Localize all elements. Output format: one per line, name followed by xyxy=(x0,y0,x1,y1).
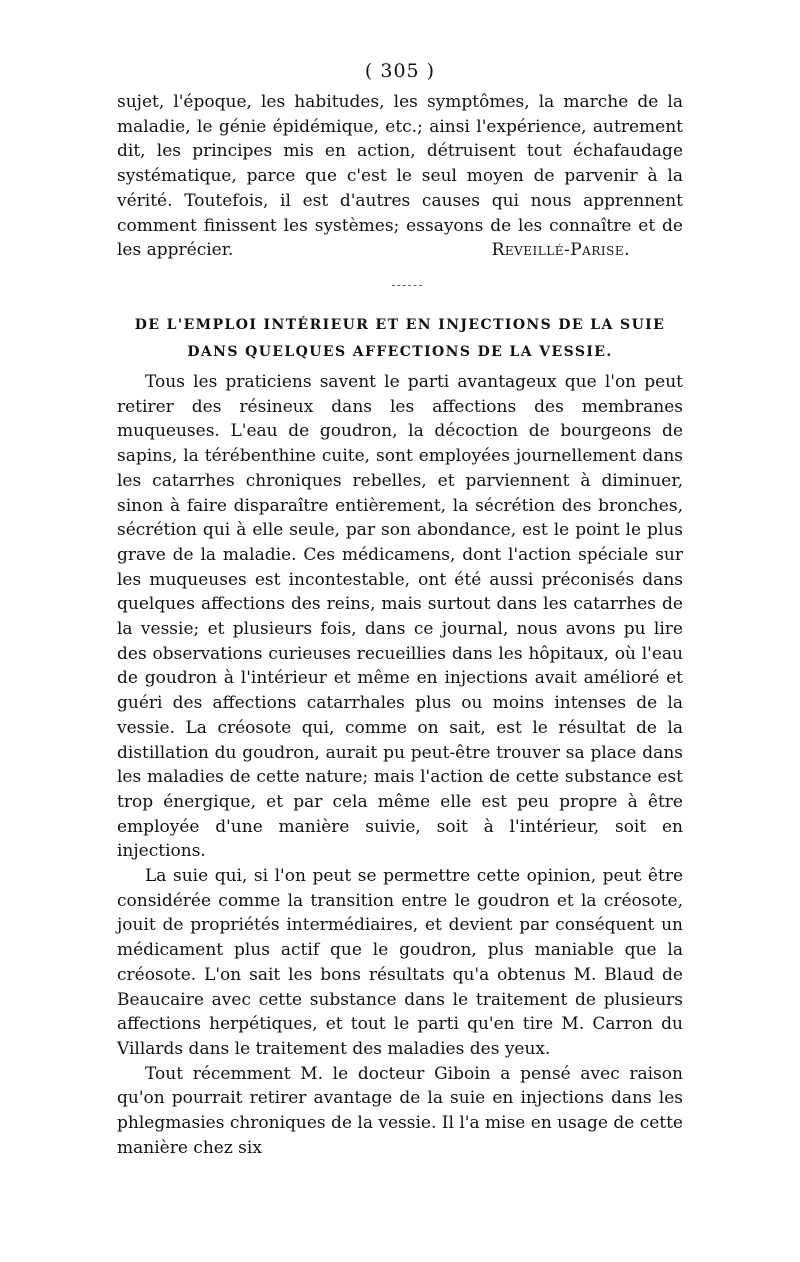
body-paragraph: La suie qui, si l'on peut se permettre cette opinion, peut être considérée comme la transition entre le goudron et la créosote, jouit de propriétés intermédiaires, et devient par conséquent un médicament plus actif que le goudron, plus maniable que la créosote. L'on sait les bons résultats qu'a obtenus M. Blaud de Beaucaire avec cette substance dans le traitement de plusieurs affections herpétiques, et tout le parti qu'en tire M. Carron du Villards dans le traitement des maladies des yeux. xyxy=(117,866,683,1059)
article-title: DE L'EMPLOI INTÉRIEUR ET EN INJECTIONS DE LA SUIE DANS QUELQUES AFFECTIONS DE LA VESSIE. xyxy=(134,317,666,360)
body-paragraph: Tous les praticiens savent le parti avantageux que l'on peut retirer des résineux dans les affections des membranes muqueuses. L'eau de goudron, la décoction de bourgeons de sapins, la térébenthine cuite, sont employées journellement dans les catarrhes chroniques rebelles, et parviennent à diminuer, sinon à faire disparaître entièrement, la sécrétion des bronches, sécrétion qui à elle seule, par son abondance, est le point le plus grave de la maladie. Ces médicamens, dont l'action spéciale sur les muqueuses est incontestable, ont été aussi préconisés dans quelques affections des reins, mais surtout dans les catarrhes de la vessie; et plusieurs fois, dans ce journal, nous avons pu lire des observations curieuses recueillies dans les hôpitaux, où l'eau de goudron à l'intérieur et même en injections avait amélioré et guéri des affections catarrhales plus ou moins intenses de la vessie. La créosote qui, comme on sait, est le résultat de la distillation du goudron, aurait pu peut-être trouver sa place dans les maladies de cette nature; mais l'action de cette substance est trop énergique, et par cela même elle est peu propre à être employée d'une manière suivie, soit à l'intérieur, soit en injections. xyxy=(117,372,683,862)
body-paragraph: Tout récemment M. le docteur Giboin a pensé avec raison qu'on pourrait retirer avantage de la suie en injections dans les phlegmasies chroniques de la vessie. Il l'a mise en usage de cette manière chez six xyxy=(117,1063,683,1158)
continuation-text: sujet, l'époque, les habitudes, les symptômes, la marche de la maladie, le génie épidémique, etc.; ainsi l'expérience, autrement dit, les principes mis en action, détruisent tout échafaudage systématique, parce que c'est le seul moyen de parvenir à la vérité. Toutefois, il est d'autres causes qui nous apprennent comment finissent les systèmes; essayons de les connaître et de les apprécier. xyxy=(117,92,683,261)
page-number: ( 305 ) xyxy=(364,60,436,82)
author-signature: Reveillé-Parise. xyxy=(491,240,630,260)
continuation-paragraph xyxy=(117,90,683,263)
article-body xyxy=(117,370,683,1161)
section-divider xyxy=(392,285,422,286)
